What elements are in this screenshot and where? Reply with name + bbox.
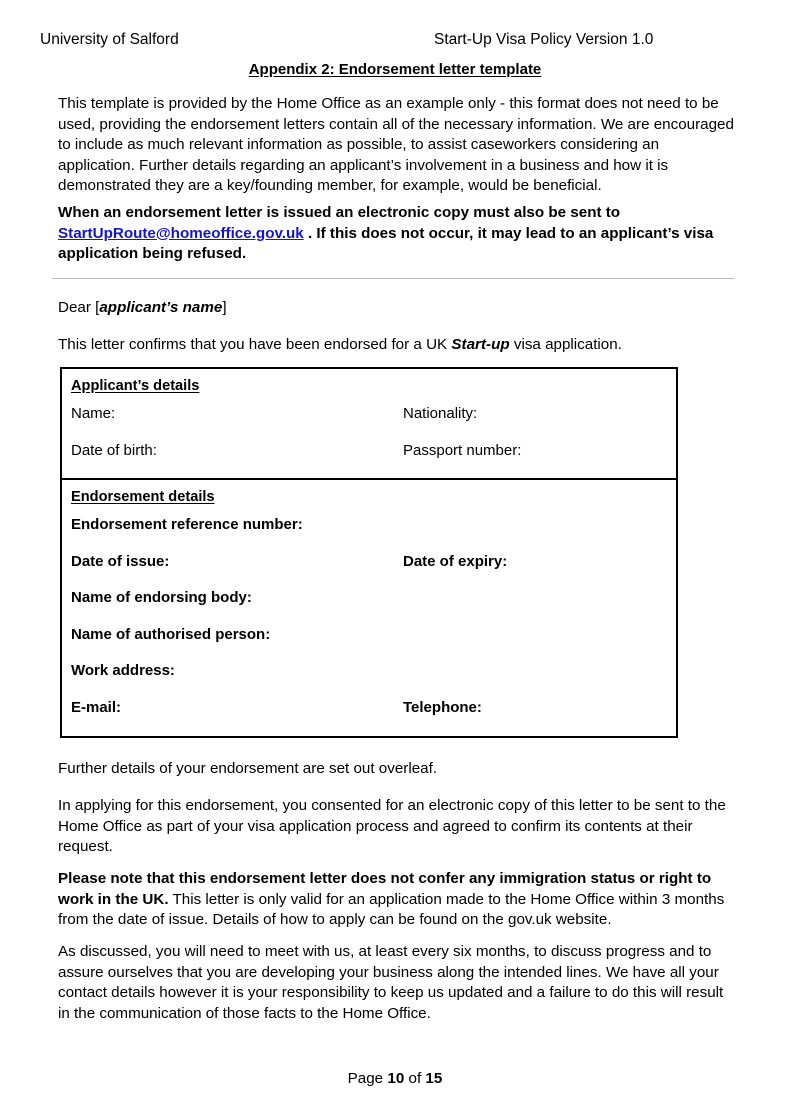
notice-paragraph xyxy=(58,203,736,265)
page-footer xyxy=(0,1069,790,1089)
please-note-bold: Please note that this endorsement letter does not confer any immigration status or right to work in the UK. xyxy=(58,870,712,908)
field-label-nationality: Nationality: xyxy=(403,405,478,422)
footer-total-pages: 15 xyxy=(425,1070,443,1087)
footer-page-word: Page xyxy=(347,1070,384,1087)
field-label-date-of-expiry: Date of expiry: xyxy=(403,552,508,570)
field-label-date-of-birth: Date of birth: xyxy=(71,441,157,459)
table-row xyxy=(62,433,676,470)
intro-paragraph: This template is provided by the Home Office as an example only - this format does not need to be used, providing the endorsement letters contain all of the necessary information. We are encouraged to include as much relevant information as possible, to assist caseworkers considering an application. Further details regarding an applicant’s involvement in a business and how it is demonstrated they are a key/founding member, for example, would be beneficial. xyxy=(58,95,734,195)
details-table xyxy=(60,367,678,738)
table-row xyxy=(62,544,676,581)
please-note-rest: This letter is only valid for an application made to the Home Office within 3 months from the date of issue. Details of how to apply can be found on the gov.uk website. xyxy=(58,890,725,929)
salutation-block xyxy=(58,298,736,319)
appendix-title xyxy=(0,60,790,80)
confirmation-before: This letter confirms that you have been endorsed for a UK xyxy=(58,336,452,353)
confirmation-after: visa application. xyxy=(509,336,622,353)
salutation-placeholder: applicant’s name xyxy=(99,299,223,316)
confirmation-paragraph xyxy=(58,335,736,356)
field-label-work-address: Work address: xyxy=(71,662,175,679)
table-section-applicant-details xyxy=(62,369,676,478)
appendix-title-text: Appendix 2: Endorsement letter template xyxy=(248,61,542,78)
section-title-text: Applicant’s details xyxy=(71,378,200,394)
please-note-paragraph xyxy=(58,869,736,931)
notice-before-link: When an endorsement letter is issued an electronic copy must also be sent to xyxy=(58,204,621,221)
notice-block xyxy=(58,203,736,265)
table-row xyxy=(62,396,676,433)
section-title-endorsement-details xyxy=(62,480,676,507)
salutation xyxy=(58,298,736,319)
table-row xyxy=(62,653,676,690)
field-label-name: Name: xyxy=(71,405,116,422)
table-row xyxy=(62,617,676,654)
please-note-block xyxy=(58,869,736,931)
table-row xyxy=(62,507,676,544)
table-section-endorsement-details xyxy=(62,478,676,736)
field-label-name-of-endorsing-body: Name of endorsing body: xyxy=(71,589,252,606)
header-policy-version: Start-Up Visa Policy Version 1.0 xyxy=(434,31,654,48)
section-title-applicant-details xyxy=(62,369,676,396)
field-label-telephone: Telephone: xyxy=(403,698,482,716)
field-label-name-of-authorised-person: Name of authorised person: xyxy=(71,625,271,643)
table-row xyxy=(62,580,676,617)
startup-route-email-link[interactable]: StartUpRoute@homeoffice.gov.uk xyxy=(58,224,304,242)
footer-of-word: of xyxy=(408,1070,422,1087)
footer-page-number: 10 xyxy=(387,1070,405,1087)
notice-after-link: . If this does not occur, it may lead to an applicant’s visa application being refused. xyxy=(58,224,714,263)
field-label-endorsement-reference-number: Endorsement reference number: xyxy=(71,516,303,533)
consent-block xyxy=(58,796,736,858)
meetings-block xyxy=(58,942,736,1024)
confirmation-block xyxy=(58,335,736,356)
table-row xyxy=(62,690,676,727)
overleaf-block xyxy=(58,759,736,780)
salutation-suffix: ] xyxy=(222,299,227,316)
horizontal-rule xyxy=(52,278,734,279)
consent-paragraph: In applying for this endorsement, you consented for an electronic copy of this letter to be sent to the Home Office as part of your visa application process and agreed to confirm its contents at their request. xyxy=(58,797,726,856)
overleaf-paragraph: Further details of your endorsement are set out overleaf. xyxy=(58,760,438,777)
confirmation-visa-type: Start-up xyxy=(451,336,510,353)
section-title-text: Endorsement details xyxy=(71,489,215,505)
salutation-prefix: Dear [ xyxy=(58,299,100,316)
running-header xyxy=(40,30,750,50)
field-label-passport-number: Passport number: xyxy=(403,441,522,459)
intro-paragraph-block xyxy=(58,94,736,197)
field-label-email: E-mail: xyxy=(71,698,122,716)
meetings-paragraph: As discussed, you will need to meet with us, at least every six months, to discuss progress and to assure ourselves that you are developing your business along the intended lines. We have all your contact details however it is your responsibility to keep us updated and a failure to do this will result in the communication of those facts to the Home Office. xyxy=(58,943,724,1022)
field-label-date-of-issue: Date of issue: xyxy=(71,552,170,570)
header-institution: University of Salford xyxy=(40,31,179,48)
